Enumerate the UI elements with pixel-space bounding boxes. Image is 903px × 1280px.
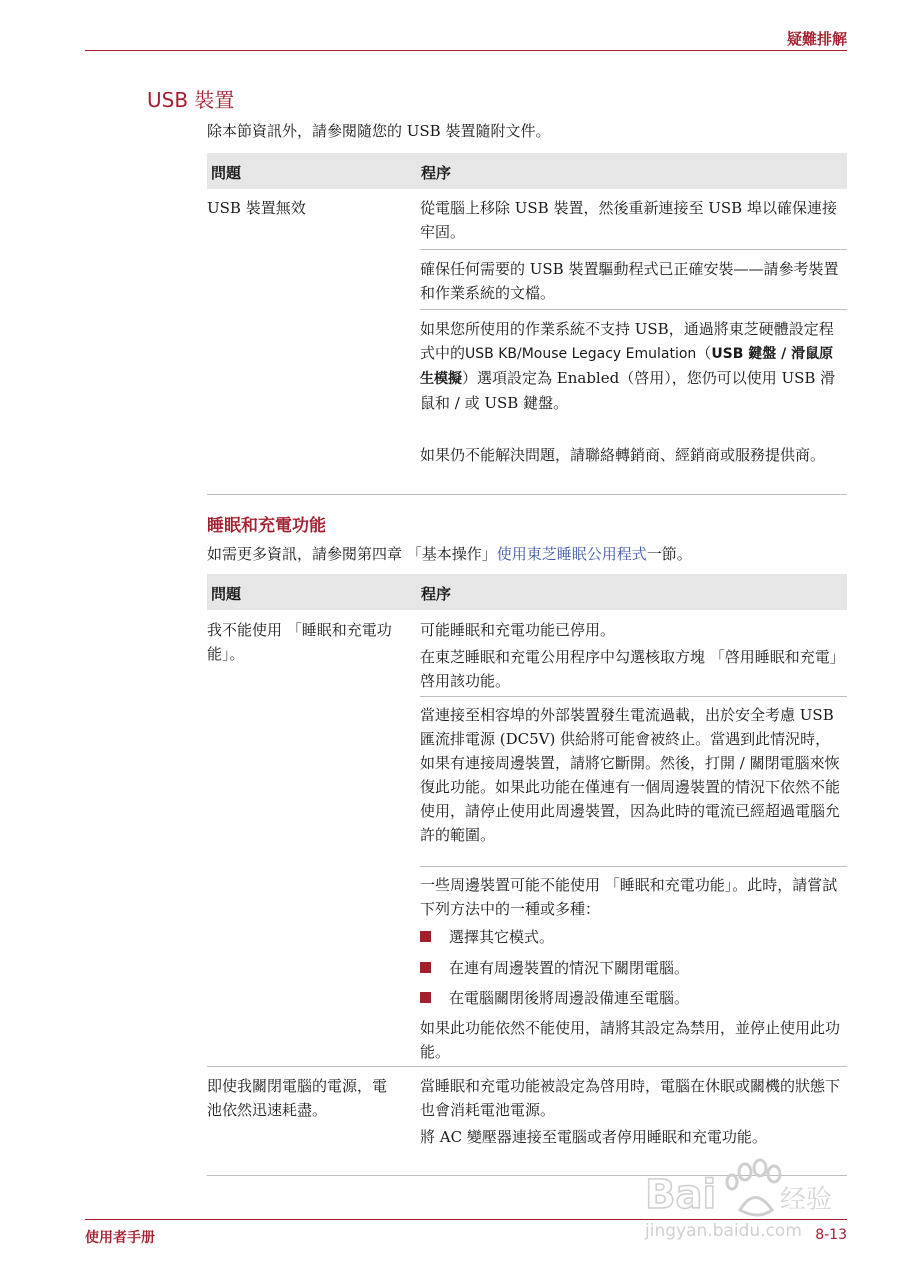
sleep-problem-2: 即使我關閉電腦的電源，電池依然迅速耗盡。 bbox=[207, 1077, 388, 1119]
usb-problem: USB 裝置無效 bbox=[207, 199, 306, 217]
usb-proc-3-rest: ）選項設定為 Enabled（啓用），您仍可以使用 USB 滑鼠和 / 或 USB 鍵盤。 bbox=[420, 369, 836, 412]
header-rule bbox=[85, 50, 847, 51]
sleep-intro-end: 一節。 bbox=[646, 545, 692, 563]
bullet-item bbox=[420, 925, 554, 949]
col-problem: 問題 bbox=[211, 164, 242, 182]
usb-intro: 除本節資訊外，請參閱隨您的 USB 裝置隨附文件。 bbox=[207, 122, 551, 140]
sleep-p1-proc-3: 當連接至相容埠的外部裝置發生電流過載，出於安全考慮 USB 匯流排電源 (DC5V) 供給將可能會被終止。當遇到此情況時，如果有連接周邊裝置，請將它斷開。然後，打開 / 關閉電腦來恢復此功能。如果此功能在僅連有一個周邊裝置的情況下依然不能使用，請停止使用此周邊裝置，因為此時的電流已經超過電腦允許的範圍。 bbox=[420, 706, 841, 844]
bios-option-name: USB KB/Mouse Legacy Emulation bbox=[465, 346, 697, 362]
sleep-problem-1: 我不能使用 「睡眠和充電功能」。 bbox=[207, 621, 392, 663]
bullet-item bbox=[420, 986, 689, 1010]
baidu-watermark-logo bbox=[640, 1150, 850, 1245]
bullet-item bbox=[420, 956, 689, 980]
row-divider bbox=[420, 249, 847, 250]
sleep-p2-proc-2: 將 AC 變壓器連接至電腦或者停用睡眠和充電功能。 bbox=[420, 1128, 767, 1146]
col-problem: 問題 bbox=[211, 585, 242, 603]
sleep-p2-proc-1: 當睡眠和充電功能被設定為啓用時，電腦在休眠或關機的狀態下也會消耗電池電源。 bbox=[420, 1077, 841, 1119]
row-divider bbox=[207, 1066, 847, 1067]
row-divider bbox=[420, 309, 847, 310]
svg-text:jingyan.baidu.com: jingyan.baidu.com bbox=[645, 1221, 802, 1241]
usb-proc-4: 如果仍不能解決問題，請聯絡轉銷商、經銷商或服務提供商。 bbox=[420, 446, 826, 464]
svg-text:经验: 经验 bbox=[780, 1185, 833, 1215]
page-number: 8-13 bbox=[815, 1227, 847, 1243]
usb-proc-3-text: 如果您所使用的作業系統不支持 USB，通過將東芝硬體設定程式中的 bbox=[420, 320, 834, 362]
row-divider bbox=[420, 696, 847, 697]
sleep-p1-proc-2: 在東芝睡眠和充電公用程序中勾選核取方塊 「啓用睡眠和充電」啓用該功能。 bbox=[420, 648, 838, 690]
usb-proc-3 bbox=[420, 317, 840, 415]
col-procedure: 程序 bbox=[421, 164, 452, 182]
sleep-p1-proc-1: 可能睡眠和充電功能已停用。 bbox=[420, 621, 616, 639]
sleep-utility-link[interactable]: 使用東芝睡眠公用程式 bbox=[496, 545, 647, 563]
bullet-square-icon bbox=[420, 962, 431, 973]
bullet-square-icon bbox=[420, 931, 431, 942]
col-procedure: 程序 bbox=[421, 585, 452, 603]
bios-option-translation: USB 鍵盤 / 滑鼠原生模擬 bbox=[420, 346, 834, 387]
chapter-title: 疑難排解 bbox=[786, 30, 847, 48]
usb-proc-1: 從電腦上移除 USB 裝置，然後重新連接至 USB 埠以確保連接牢固。 bbox=[420, 199, 837, 241]
bullet-text: 選擇其它模式。 bbox=[449, 928, 555, 946]
bullet-text: 在連有周邊裝置的情況下關閉電腦。 bbox=[449, 959, 690, 977]
usb-heading: USB 裝置 bbox=[147, 88, 235, 112]
sleep-intro bbox=[207, 543, 692, 564]
bullet-text: 在電腦關閉後將周邊設備連至電腦。 bbox=[449, 989, 690, 1007]
sleep-table-header bbox=[207, 574, 847, 610]
row-divider bbox=[420, 866, 847, 867]
table-bottom-rule bbox=[207, 494, 847, 495]
sleep-heading: 睡眠和充電功能 bbox=[207, 516, 326, 536]
sleep-intro-text: 如需更多資訊，請參閱第四章 「基本操作」 bbox=[207, 545, 497, 563]
svg-text:Bai: Bai bbox=[645, 1172, 717, 1218]
paren-open: （ bbox=[696, 344, 712, 362]
footer-manual-title: 使用者手册 bbox=[85, 1230, 155, 1246]
usb-table-header bbox=[207, 153, 847, 189]
bullet-square-icon bbox=[420, 992, 431, 1003]
usb-proc-2: 確保任何需要的 USB 裝置驅動程式已正確安裝——請參考裝置和作業系統的文檔。 bbox=[420, 260, 839, 302]
sleep-p1-proc-5: 如果此功能依然不能使用，請將其設定為禁用，並停止使用此功能。 bbox=[420, 1019, 841, 1061]
sleep-p1-proc-4: 一些周邊裝置可能不能使用 「睡眠和充電功能」。此時，請嘗試下列方法中的一種或多種： bbox=[420, 876, 838, 918]
